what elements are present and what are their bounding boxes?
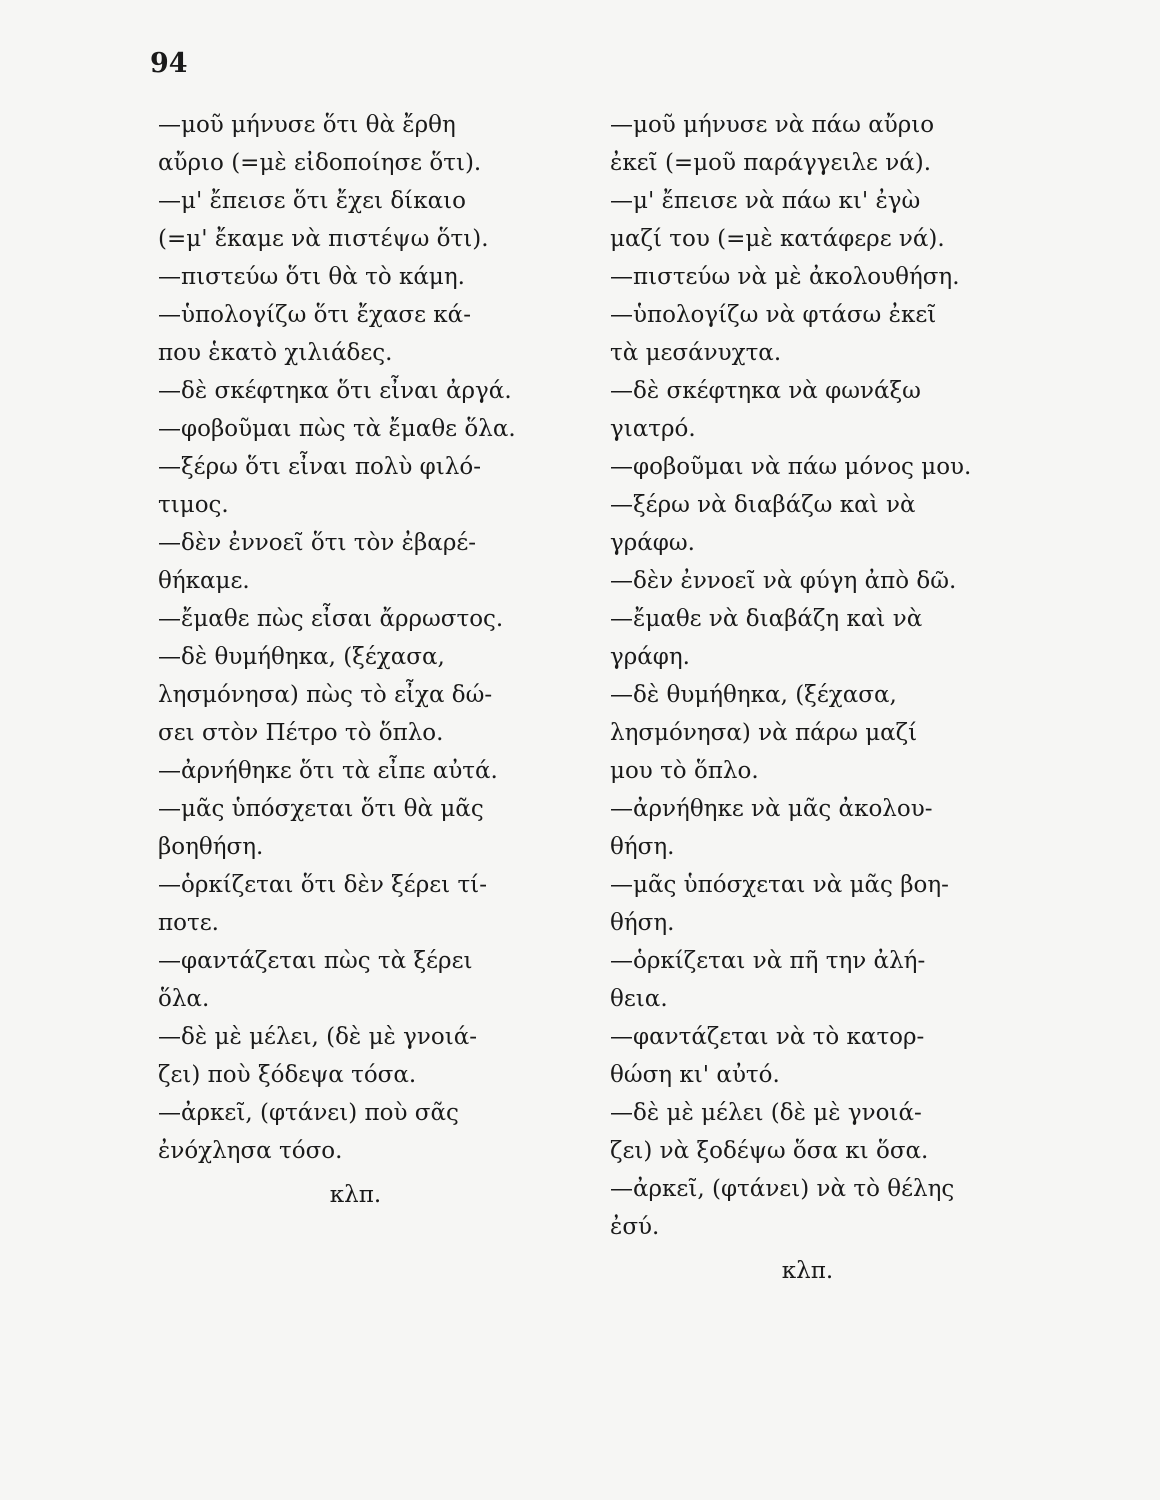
example-entry [158, 752, 553, 790]
example-entry [158, 258, 553, 296]
example-entry [158, 638, 553, 752]
example-line: —φαντάζεται πὼς τὰ ξέρει [158, 948, 473, 974]
example-line: —μοῦ μήνυσε ὅτι θὰ ἔρθη [158, 112, 456, 138]
etc-label: κλπ. [781, 1258, 834, 1284]
example-line: τιμος. [158, 492, 229, 518]
example-line: θήκαμε. [158, 568, 250, 594]
example-entry [610, 1170, 1005, 1246]
example-line: ἐνόχλησα τόσο. [158, 1138, 343, 1164]
example-line: —ἀρνήθηκε ὅτι τὰ εἶπε αὐτά. [158, 758, 498, 784]
example-entry [158, 296, 553, 372]
example-line: —ἔμαθε νὰ διαβάζη καὶ νὰ [610, 606, 923, 632]
example-entry [610, 296, 1005, 372]
example-entry [610, 866, 1005, 942]
example-entry [158, 182, 553, 258]
example-line: (=μ' ἔκαμε νὰ πιστέψω ὅτι). [158, 226, 489, 252]
example-line: —δὲ θυμήθηκα, (ξέχασα, [158, 644, 445, 670]
example-entry [158, 372, 553, 410]
example-entry [158, 600, 553, 638]
example-entry [610, 372, 1005, 448]
example-line: βοηθήση. [158, 834, 264, 860]
example-entry [610, 1018, 1005, 1094]
example-line: —ὑπολογίζω νὰ φτάσω ἐκεῖ [610, 302, 937, 328]
example-line: —ξέρω ὅτι εἶναι πολὺ φιλό- [158, 454, 481, 480]
example-line: θώση κι' αὐτό. [610, 1062, 780, 1088]
example-line: —φοβοῦμαι πὼς τὰ ἔμαθε ὅλα. [158, 416, 516, 442]
example-entry [158, 1094, 553, 1170]
etc-label: κλπ. [329, 1182, 382, 1208]
example-entry [158, 1018, 553, 1094]
example-line: μου τὸ ὅπλο. [610, 758, 759, 784]
example-line: —δὲν ἐννοεῖ νὰ φύγη ἀπὸ δῶ. [610, 568, 957, 594]
example-line: γιατρό. [610, 416, 696, 442]
example-line: —ὁρκίζεται νὰ πῆ την ἀλή- [610, 948, 926, 974]
example-entry [158, 790, 553, 866]
example-line: —μ' ἔπεισε ὅτι ἔχει δίκαιο [158, 188, 466, 214]
example-entry [610, 676, 1005, 790]
example-line: ζει) νὰ ξοδέψω ὅσα κι ὅσα. [610, 1138, 929, 1164]
example-line: —ἀρκεῖ, (φτάνει) νὰ τὸ θέλης [610, 1176, 955, 1202]
example-line: αὔριο (=μὲ εἰδοποίησε ὅτι). [158, 150, 482, 176]
example-line: ὅλα. [158, 986, 210, 1012]
example-line: —ξέρω νὰ διαβάζω καὶ νὰ [610, 492, 916, 518]
example-line: γράφω. [610, 530, 695, 556]
example-line: —ἔμαθε πὼς εἶσαι ἄρρωστος. [158, 606, 504, 632]
example-line: —δὲ σκέφτηκα ὅτι εἶναι ἀργά. [158, 378, 512, 404]
example-entry [610, 790, 1005, 866]
example-line: —δὲ μὲ μέλει, (δὲ μὲ γνοιά- [158, 1024, 478, 1050]
example-line: τὰ μεσάνυχτα. [610, 340, 782, 366]
page-number: 94 [150, 48, 188, 79]
example-line: θήση. [610, 910, 675, 936]
example-entry [610, 562, 1005, 600]
example-line: μαζί του (=μὲ κατάφερε νά). [610, 226, 945, 252]
example-line: —δὲ σκέφτηκα νὰ φωνάξω [610, 378, 921, 404]
example-line: —μᾶς ὑπόσχεται νὰ μᾶς βοη- [610, 872, 949, 898]
example-line: —πιστεύω νὰ μὲ ἀκολουθήση. [610, 264, 960, 290]
example-line: —φοβοῦμαι νὰ πάω μόνος μου. [610, 454, 972, 480]
example-line: λησμόνησα) νὰ πάρω μαζί [610, 720, 918, 746]
example-entry [610, 600, 1005, 676]
example-entry [610, 258, 1005, 296]
example-line: γράφη. [610, 644, 690, 670]
right-column [610, 106, 1005, 1290]
example-line: —μᾶς ὑπόσχεται ὅτι θὰ μᾶς [158, 796, 484, 822]
example-entry [158, 106, 553, 182]
example-line: —δὲ θυμήθηκα, (ξέχασα, [610, 682, 897, 708]
example-line: —δὲ μὲ μέλει (δὲ μὲ γνοιά- [610, 1100, 922, 1126]
example-line: ζει) ποὺ ξόδεψα τόσα. [158, 1062, 417, 1088]
example-entry [610, 106, 1005, 182]
example-line: —μ' ἔπεισε νὰ πάω κι' ἐγὼ [610, 188, 921, 214]
example-line: —δὲν ἐννοεῖ ὅτι τὸν ἐβαρέ- [158, 530, 477, 556]
example-line: θήση. [610, 834, 675, 860]
example-line: ἐκεῖ (=μοῦ παράγγειλε νά). [610, 150, 932, 176]
example-entry [158, 448, 553, 524]
example-line: σει στὸν Πέτρο τὸ ὅπλο. [158, 720, 444, 746]
example-line: —ἀρκεῖ, (φτάνει) ποὺ σᾶς [158, 1100, 459, 1126]
example-line: ποτε. [158, 910, 219, 936]
example-entry [610, 486, 1005, 562]
example-line: —ὑπολογίζω ὅτι ἔχασε κά- [158, 302, 471, 328]
example-line: —πιστεύω ὅτι θὰ τὸ κάμη. [158, 264, 465, 290]
example-entry [610, 1094, 1005, 1170]
example-line: λησμόνησα) πὼς τὸ εἶχα δώ- [158, 682, 493, 708]
example-entry [610, 182, 1005, 258]
example-line: που ἑκατὸ χιλιάδες. [158, 340, 393, 366]
example-line: —ἀρνήθηκε νὰ μᾶς ἀκολου- [610, 796, 933, 822]
example-line: —ὁρκίζεται ὅτι δὲν ξέρει τί- [158, 872, 487, 898]
example-entry [158, 524, 553, 600]
example-line: θεια. [610, 986, 668, 1012]
example-entry [158, 942, 553, 1018]
example-entry [158, 410, 553, 448]
left-column [158, 106, 553, 1214]
example-line: —μοῦ μήνυσε νὰ πάω αὔριο [610, 112, 935, 138]
example-line: —φαντάζεται νὰ τὸ κατορ- [610, 1024, 925, 1050]
example-entry [158, 866, 553, 942]
example-line: ἐσύ. [610, 1214, 660, 1240]
example-entry [610, 448, 1005, 486]
example-entry [610, 942, 1005, 1018]
